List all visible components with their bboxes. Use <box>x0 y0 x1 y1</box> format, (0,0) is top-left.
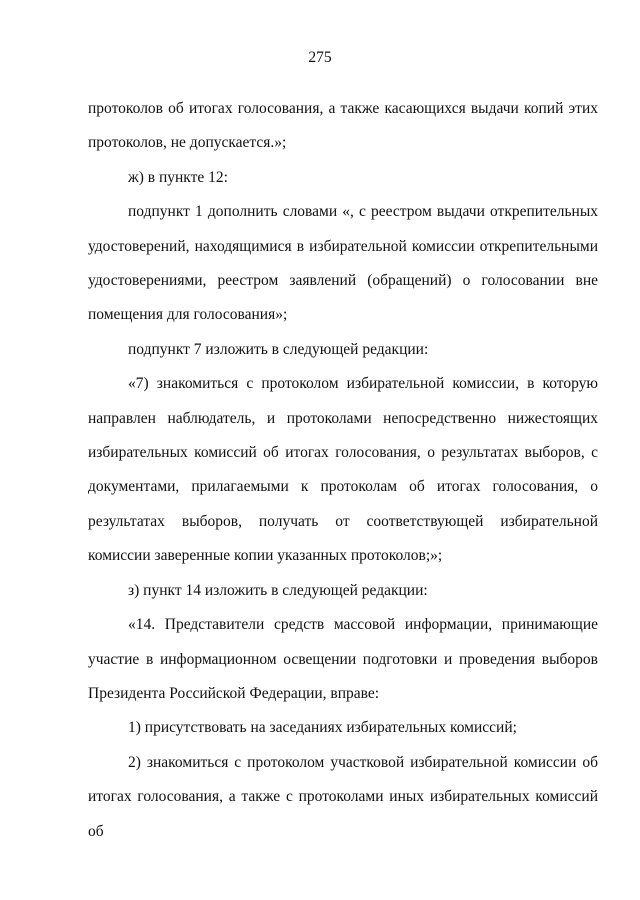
paragraph-right-1: 1) присутствовать на заседаниях избирательных комиссий; <box>128 719 517 737</box>
paragraph-subitem-7-text: «7) знакомиться с протоколом избирательной комиссии, в которую направлен наблюдатель, и протоколами непосредственно нижестоящих избирательных комиссий об итогах голосования, о результатах выборов, с документами, прилагаемыми к протоколам об итогах голосования, о результатах выборов, получать от соответствующей избирательной комиссии заверенные копии указанных протоколов;»; <box>88 375 598 565</box>
paragraph-item-zh: ж) в пункте 12: <box>128 168 228 186</box>
page-number: 275 <box>308 49 332 66</box>
paragraph-point-14: «14. Представители средств массовой информации, принимающие участие в информационном освещении подготовки и проведения выборов Президента Российской Федерации, вправе: <box>88 616 598 702</box>
paragraph-item-z: з) пункт 14 изложить в следующей редакции: <box>128 581 428 599</box>
paragraph-subitem-7-intro: подпункт 7 изложить в следующей редакции: <box>128 340 429 358</box>
document-body <box>88 92 598 849</box>
paragraph-right-2: 2) знакомиться с протоколом участковой избирательной комиссии об итогах голосования, а также с протоколами иных избирательных комиссий об <box>88 753 598 840</box>
paragraph-continuation: протоколов об итогах голосования, а также касающихся выдачи копий этих протоколов, не допускается.»; <box>88 100 598 152</box>
paragraph-subitem-1: подпункт 1 дополнить словами «, с реестром выдачи открепительных удостоверений, находящимися в избирательной комиссии открепительными удостоверениями, реестром заявлений (обращений) о голосовании вне помещения для голосования»; <box>88 203 598 324</box>
